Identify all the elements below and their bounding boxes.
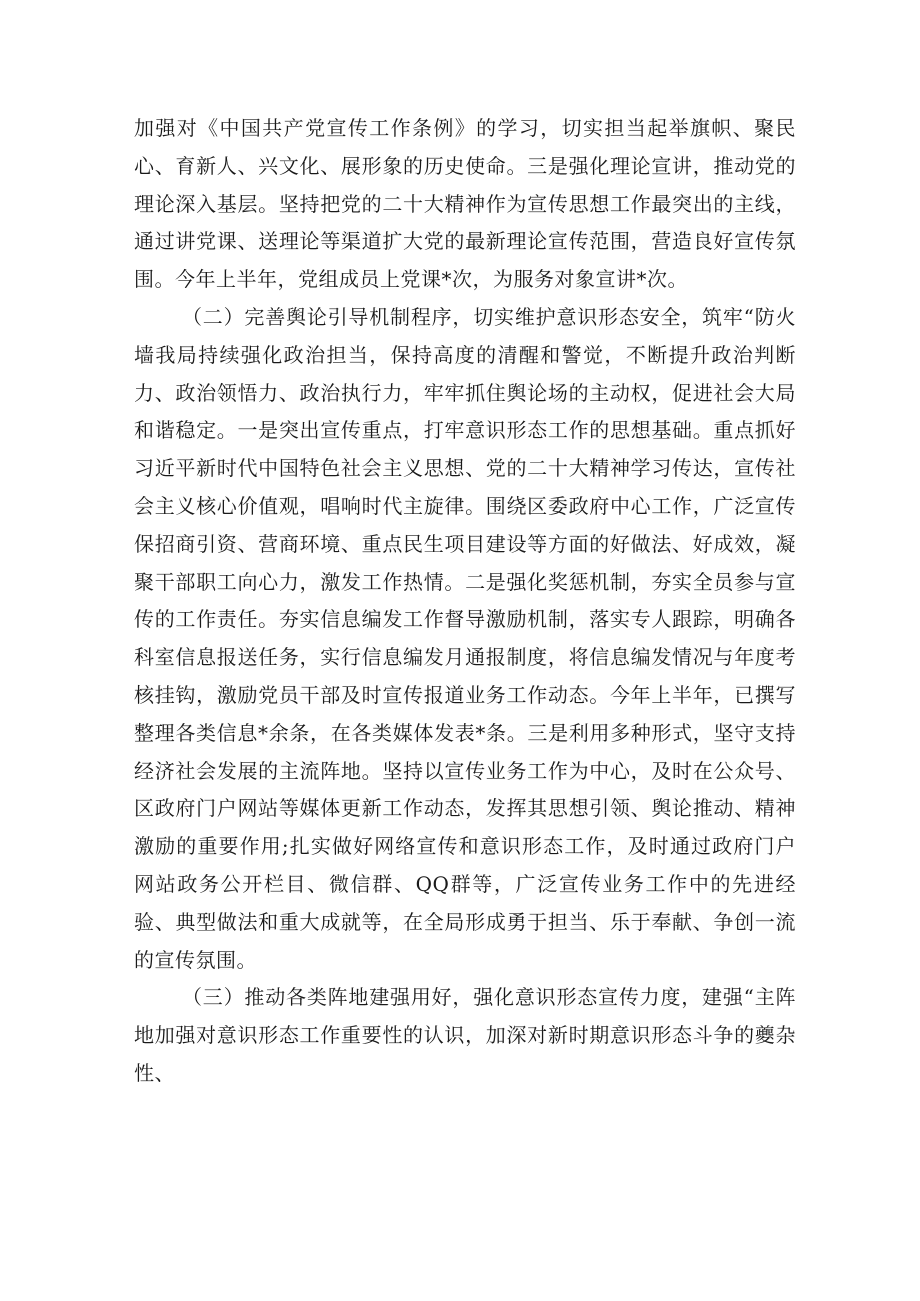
paragraph-continuation: 加强对《中国共产党宣传工作条例》的学习，切实担当起举旗帜、聚民心、育新人、兴文化、展形象的历史使命。三是强化理论宣讲，推动党的理论深入基层。坚持把党的二十大精神作为宣传思想工作最突出的主线，通过讲党课、送理论等渠道扩大党的最新理论宣传范围，营造良好宣传氛围。今年上半年，党组成员上党课*次，为服务对象宣讲*次。 bbox=[134, 116, 796, 292]
paragraph-section-two: （二）完善舆论引导机制程序，切实维护意识形态安全，筑牢“防火墙我局持续强化政治担当，保持高度的清醒和警觉，不断提升政治判断力、政治领悟力、政治执行力，牢牢抓住舆论场的主动权，促进社会大局和谐稳定。一是突出宣传重点，打牢意识形态工作的思想基础。重点抓好习近平新时代中国特色社会主义思想、党的二十大精神学习传达，宣传社会主义核心价值观，唱响时代主旋律。围绕区委政府中心工作，广泛宣传保招商引资、营商环境、重点民生项目建设等方面的好做法、好成效，凝聚干部职工向心力，激发工作热情。二是强化奖惩机制，夯实全员参与宣传的工作责任。夯实信息编发工作督导激励机制，落实专人跟踪，明确各科室信息报送任务，实行信息编发月通报制度，将信息编发情况与年度考核挂钩，激励党员干部及时宣传报道业务工作动态。今年上半年，已撰写整理各类信息*余条，在各类媒体发表*条。三是利用多种形式，坚守支持经济社会发展的主流阵地。坚持以宣传业务工作为中心，及时在公众号、区政府门户网站等媒体更新工作动态，发挥其思想引领、舆论推动、精神激励的重要作用;扎实做好网络宣传和意识形态工作，及时通过政府门户网站政务公开栏目、微信群、QQ群等，广泛宣传业务工作中的先进经验、典型做法和重大成就等，在全局形成勇于担当、乐于奉献、争创一流的宣传氛围。 bbox=[134, 304, 796, 972]
paragraph-section-three: （三）推动各类阵地建强用好，强化意识形态宣传力度，建强“主阵地加强对意识形态工作重要性的认识，加深对新时期意识形态斗争的夔杂性、 bbox=[134, 985, 796, 1085]
document-body bbox=[134, 110, 796, 1093]
